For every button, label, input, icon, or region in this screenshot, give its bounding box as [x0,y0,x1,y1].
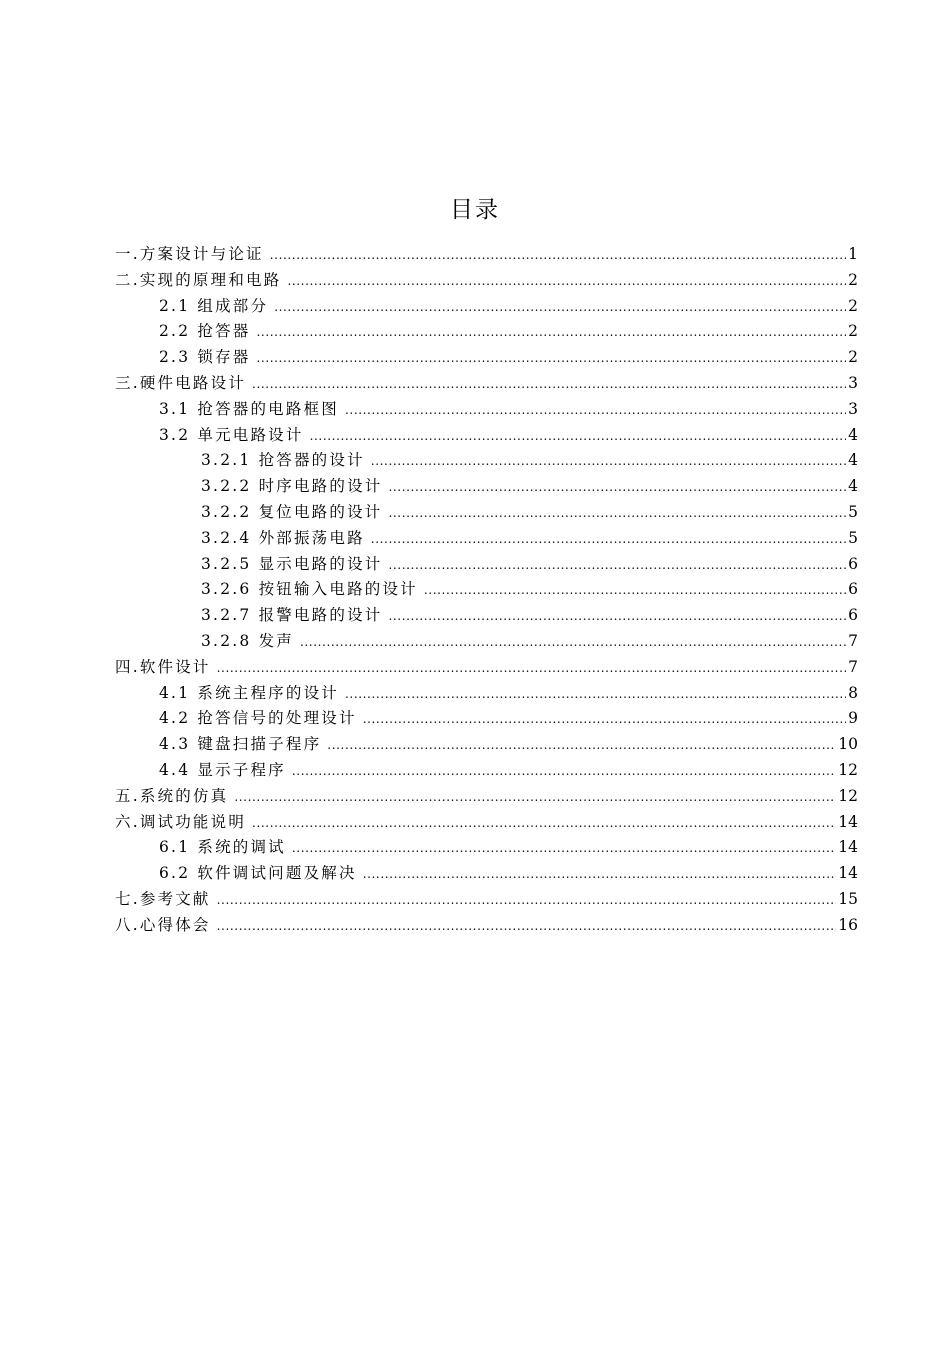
toc-entry[interactable] [115,294,858,320]
toc-entry-label: 3.1 抢答器的电路框图 [159,399,339,418]
toc-entry[interactable] [115,629,858,655]
toc-entry-label: 二.实现的原理和电路 [115,270,282,289]
toc-entry-label: 3.2.8 发声 [201,631,294,650]
toc-entry[interactable] [115,758,858,784]
toc-dot-leader [371,527,846,553]
toc-page-number: 9 [848,709,858,728]
toc-page-number: 6 [848,554,858,573]
toc-entry[interactable] [115,913,858,939]
toc-dot-leader [345,398,846,424]
toc-entry[interactable] [115,835,858,861]
toc-page-number: 2 [848,270,858,289]
toc-page-number: 7 [848,631,858,650]
toc-page-number: 12 [838,760,858,779]
toc-entry[interactable] [115,681,858,707]
toc-page-number: 1 [848,245,858,263]
toc-entry[interactable] [115,887,858,913]
toc-page-number: 5 [848,502,858,521]
toc-entry-label: 七.参考文献 [115,889,211,908]
toc-entry-label: 4.2 抢答信号的处理设计 [159,709,357,728]
toc-entry[interactable] [115,242,858,268]
toc-dot-leader [310,424,847,450]
page-title: 目录 [450,197,500,223]
toc-page-number: 3 [848,373,858,392]
toc-entry-label: 6.1 系统的调试 [159,838,286,857]
toc-entry-label: 3.2.4 外部振荡电路 [201,528,365,547]
toc-entry-label: 一.方案设计与论证 [115,245,264,263]
toc-entry-label: 6.2 软件调试问题及解决 [159,864,357,883]
toc-page-number: 14 [838,864,858,883]
toc-page-number: 14 [838,812,858,831]
toc-entry[interactable] [115,706,858,732]
toc-entry[interactable] [115,603,858,629]
toc-entry-label: 3.2.2 时序电路的设计 [201,477,383,496]
toc-dot-leader [363,707,846,733]
toc-entry[interactable] [115,810,858,836]
toc-page-number: 2 [848,322,858,341]
toc-page-number: 14 [838,838,858,857]
toc-page-number: 7 [848,657,858,676]
toc-entry-label: 4.4 显示子程序 [159,760,286,779]
toc-entry-label: 4.3 键盘扫描子程序 [159,735,322,754]
toc-entry-label: 3.2 单元电路设计 [159,425,304,444]
toc-entry[interactable] [115,784,858,810]
toc-dot-leader [274,295,846,321]
toc-entry-label: 四.软件设计 [115,657,211,676]
toc-page-number: 4 [848,425,858,444]
toc-entry-label: 八.心得体会 [115,915,211,934]
toc-entry-label: 3.2.2 复位电路的设计 [201,502,383,521]
toc-page-number: 6 [848,606,858,625]
toc-page-number: 10 [838,735,858,754]
toc-dot-leader [388,475,846,501]
toc-dot-leader [388,604,846,630]
toc-entry-label: 五.系统的仿真 [115,786,229,805]
toc-entry-label: 3.2.5 显示电路的设计 [201,554,383,573]
toc-page-number: 6 [848,580,858,599]
toc-page-number: 4 [848,477,858,496]
toc-entry[interactable] [115,319,858,345]
toc-entry[interactable] [115,448,858,474]
toc-page-number: 16 [838,915,858,934]
toc-dot-leader [256,346,846,372]
toc-page-number: 3 [848,399,858,418]
toc-entry-label: 2.1 组成部分 [159,296,269,315]
toc-entry[interactable] [115,345,858,371]
toc-dot-leader [371,449,846,475]
toc-dot-leader [252,811,836,837]
toc-page-number: 12 [838,786,858,805]
toc-entry[interactable] [115,655,858,681]
toc-entry-label: 2.3 锁存器 [159,348,251,367]
toc-dot-leader [388,501,846,527]
toc-entry[interactable] [115,861,858,887]
toc-dot-leader [270,243,846,269]
toc-entry-label: 六.调试功能说明 [115,812,247,831]
toc-entry-label: 三.硬件电路设计 [115,373,247,392]
toc-page-number: 4 [848,451,858,470]
toc-dot-leader [292,836,836,862]
toc-entry[interactable] [115,500,858,526]
toc-dot-leader [388,553,846,579]
toc-entry[interactable] [115,268,858,294]
toc-entry-label: 3.2.6 按钮输入电路的设计 [201,580,418,599]
toc-entry[interactable] [115,371,858,397]
toc-dot-leader [217,888,837,914]
toc-dot-leader [292,759,836,785]
toc-entry[interactable] [115,526,858,552]
toc-page-number: 2 [848,348,858,367]
toc-entry-label: 3.2.1 抢答器的设计 [201,451,365,470]
toc-dot-leader [300,630,846,656]
toc-dot-leader [252,372,846,398]
toc-dot-leader [217,656,846,682]
toc-page-number: 8 [848,683,858,702]
toc-entry-label: 4.1 系统主程序的设计 [159,683,339,702]
toc-dot-leader [234,785,836,811]
table-of-contents [115,242,858,939]
toc-entry[interactable] [115,397,858,423]
toc-entry[interactable] [115,732,858,758]
toc-entry[interactable] [115,577,858,603]
toc-dot-leader [327,733,836,759]
toc-page-number: 5 [848,528,858,547]
toc-dot-leader [363,862,837,888]
toc-dot-leader [287,269,846,295]
toc-dot-leader [256,320,846,346]
toc-entry-label: 3.2.7 报警电路的设计 [201,606,383,625]
toc-page-number: 15 [838,889,858,908]
toc-dot-leader [424,578,846,604]
toc-page-number: 2 [848,296,858,315]
toc-entry[interactable] [115,474,858,500]
toc-entry[interactable] [115,552,858,578]
toc-dot-leader [217,914,837,940]
toc-entry[interactable] [115,423,858,449]
toc-dot-leader [345,682,846,708]
toc-entry-label: 2.2 抢答器 [159,322,251,341]
